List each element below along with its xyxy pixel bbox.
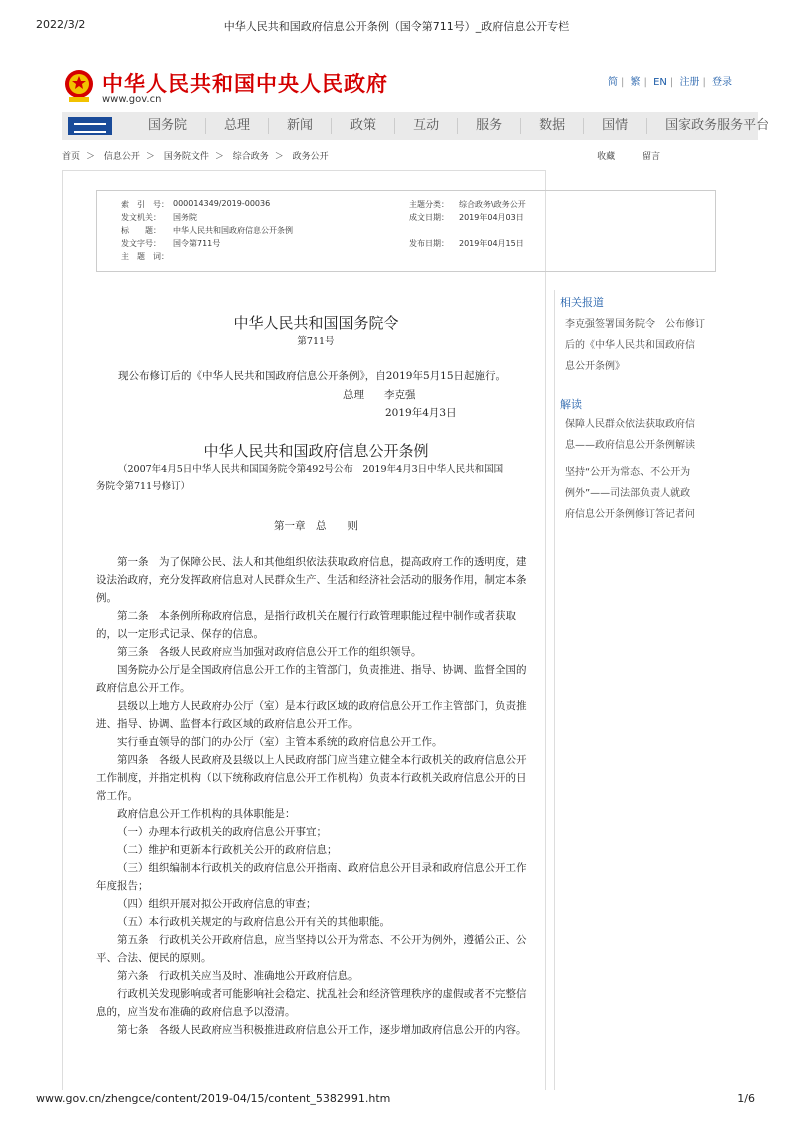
article-paragraph: 第五条 行政机关公开政府信息，应当坚持以公开为常态、不公开为例外，遵循公正、公平、合法、便民的原则。	[96, 934, 527, 964]
article-paragraph: （二）维护和更新本行政机关公开的政府信息；	[117, 844, 338, 856]
related-reports-heading: 相关报道	[560, 296, 604, 309]
top-links: 简 | 繁 | EN | 注册 | 登录	[608, 73, 732, 88]
nav-item-gov-service-platform[interactable]: 国家政务服务平台	[665, 118, 770, 133]
regulation-note-2: 务院令第711号修订）	[96, 481, 191, 492]
meta-title: 中华人民共和国政府信息公开条例	[173, 226, 293, 235]
site-domain: www.gov.cn	[102, 94, 162, 105]
article-paragraph: 行政机关发现影响或者可能影响社会稳定、扰乱社会和经济管理秩序的虚假或者不完整信息的，应当发布准确的政府信息予以澄清。	[96, 988, 527, 1018]
decree-number: 第711号	[297, 336, 335, 347]
link-traditional[interactable]: 繁	[630, 77, 641, 88]
article-paragraph: 第三条 各级人民政府应当加强对政府信息公开工作的组织领导。	[117, 646, 422, 658]
print-title: 中华人民共和国政府信息公开条例（国令第711号）_政府信息公开专栏	[223, 20, 570, 33]
nav-item-premier[interactable]: 总理	[206, 118, 269, 134]
regulation-note-1: （2007年4月5日中华人民共和国国务院令第492号公布 2019年4月3日中华人民共和国国	[118, 464, 504, 475]
related-report-link[interactable]: 李克强签署国务院令 公布修订 后的《中华人民共和国政府信 息公开条例》	[565, 319, 705, 372]
nav-item-services[interactable]: 服务	[458, 118, 521, 134]
meta-date: 2019年04月03日	[459, 213, 524, 222]
article-paragraph: 县级以上地方人民政府办公厅（室）是本行政区域的政府信息公开工作主管部门，负责推进、指导、协调、监督本行政区域的政府信息公开工作。	[96, 700, 527, 730]
meta-index: 000014349/2019-00036	[173, 199, 271, 208]
article-paragraph: 政府信息公开工作机构的具体职能是：	[117, 808, 296, 820]
nav-item-data[interactable]: 数据	[521, 118, 584, 134]
article-paragraph: 第二条 本条例所称政府信息，是指行政机关在履行行政管理职能过程中制作或者获取的，以一定形式记录、保存的信息。	[96, 610, 516, 640]
document-meta-table: 索 引 号： 000014349/2019-00036 主题分类： 综合政务\政务公开 发文机关： 国务院 成文日期： 2019年04月03日 标 题： 中华人民共和国政府信息公开条例 发文字号： 国令第711号 发布日期： 2019年04月15日 主 题 词：	[96, 190, 716, 272]
nav-item-news[interactable]: 新闻	[269, 118, 332, 134]
interpretation-heading: 解读	[560, 398, 582, 411]
decree-body: 现公布修订后的《中华人民共和国政府信息公开条例》，自2019年5月15日起施行。	[118, 370, 507, 382]
breadcrumb: 首页 ＞ 信息公开 ＞ 国务院文件 ＞ 综合政务 ＞ 政务公开 收藏 留言	[62, 152, 660, 162]
link-login[interactable]: 登录	[712, 77, 732, 88]
decree-title: 中华人民共和国国务院令	[233, 314, 399, 332]
meta-pubdate: 2019年04月15日	[459, 239, 524, 248]
article-paragraph: （五）本行政机关规定的与政府信息公开有关的其他职能。	[117, 916, 390, 928]
nav-item-national-conditions[interactable]: 国情	[584, 118, 647, 134]
national-emblem-icon[interactable]	[62, 68, 96, 104]
decree-date: 2019年4月3日	[385, 407, 457, 419]
crumb-home[interactable]: 首页	[62, 152, 81, 162]
crumb-state-council-docs[interactable]: 国务院文件	[163, 152, 209, 162]
chapter-heading: 第一章 总 则	[274, 520, 358, 532]
crumb-gov-affairs-public[interactable]: 政务公开	[292, 152, 329, 162]
article-paragraph: （三）组织编制本行政机关的政府信息公开指南、政府信息公开目录和政府信息公开工作年度报告；	[96, 862, 527, 892]
link-english[interactable]: EN	[653, 77, 667, 88]
message-button[interactable]: 留言	[641, 152, 660, 162]
interpretation-link-1[interactable]: 保障人民群众依法获取政府信 息——政府信息公开条例解读	[565, 419, 695, 451]
article-paragraph: （一）办理本行政机关的政府信息公开事宜；	[117, 826, 327, 838]
site-header	[62, 64, 762, 108]
article-paragraph: 第七条 各级人民政府应当积极推进政府信息公开工作，逐步增加政府信息公开的内容。	[117, 1024, 527, 1036]
nav-item-interaction[interactable]: 互动	[395, 118, 458, 134]
sidebar	[554, 290, 754, 1090]
site-name[interactable]: 中华人民共和国中央人民政府	[102, 72, 388, 96]
interpretation-link-2[interactable]: 坚持“公开为常态、不公开为 例外”——司法部负责人就政 府信息公开条例修订答记者问	[565, 467, 695, 520]
nav-item-state-council[interactable]: 国务院	[130, 118, 206, 134]
page-number: 1/6	[737, 1092, 755, 1105]
link-register[interactable]: 注册	[679, 77, 700, 88]
article-paragraph: 第四条 各级人民政府及县级以上人民政府部门应当建立健全本行政机关的政府信息公开工作制度，并指定机构（以下统称政府信息公开工作机构）负责本行政机关政府信息公开的日常工作。	[96, 754, 527, 802]
print-date: 2022/3/2	[36, 18, 86, 31]
nav-home-icon[interactable]	[68, 117, 112, 135]
meta-docno: 国令第711号	[173, 239, 221, 248]
decree-signer: 总理 李克强	[343, 389, 416, 401]
article-paragraph: （四）组织开展对拟公开政府信息的审查；	[117, 898, 317, 910]
crumb-info-public[interactable]: 信息公开	[103, 152, 140, 162]
article-paragraph: 实行垂直领导的部门的办公厅（室）主管本系统的政府信息公开工作。	[117, 736, 443, 748]
article-paragraph: 国务院办公厅是全国政府信息公开工作的主管部门，负责推进、指导、协调、监督全国的政府信息公开工作。	[96, 664, 527, 694]
nav-item-policy[interactable]: 政策	[332, 118, 395, 134]
print-url: www.gov.cn/zhengce/content/2019-04/15/content_5382991.htm	[36, 1092, 391, 1105]
crumb-general-affairs[interactable]: 综合政务	[232, 152, 269, 162]
meta-topic: 综合政务\政务公开	[459, 200, 526, 209]
meta-issuer: 国务院	[173, 213, 197, 222]
regulation-body	[96, 553, 536, 1039]
regulation-title: 中华人民共和国政府信息公开条例	[203, 442, 429, 460]
link-simplified[interactable]: 简	[607, 77, 618, 88]
main-nav	[62, 112, 770, 140]
article-paragraph: 第一条 为了保障公民、法人和其他组织依法获取政府信息，提高政府工作的透明度，建设法治政府，充分发挥政府信息对人民群众生产、生活和经济社会活动的服务作用，制定本条例。	[96, 556, 527, 604]
article-paragraph: 第六条 行政机关应当及时、准确地公开政府信息。	[117, 970, 359, 982]
collect-button[interactable]: 收藏	[597, 152, 616, 162]
